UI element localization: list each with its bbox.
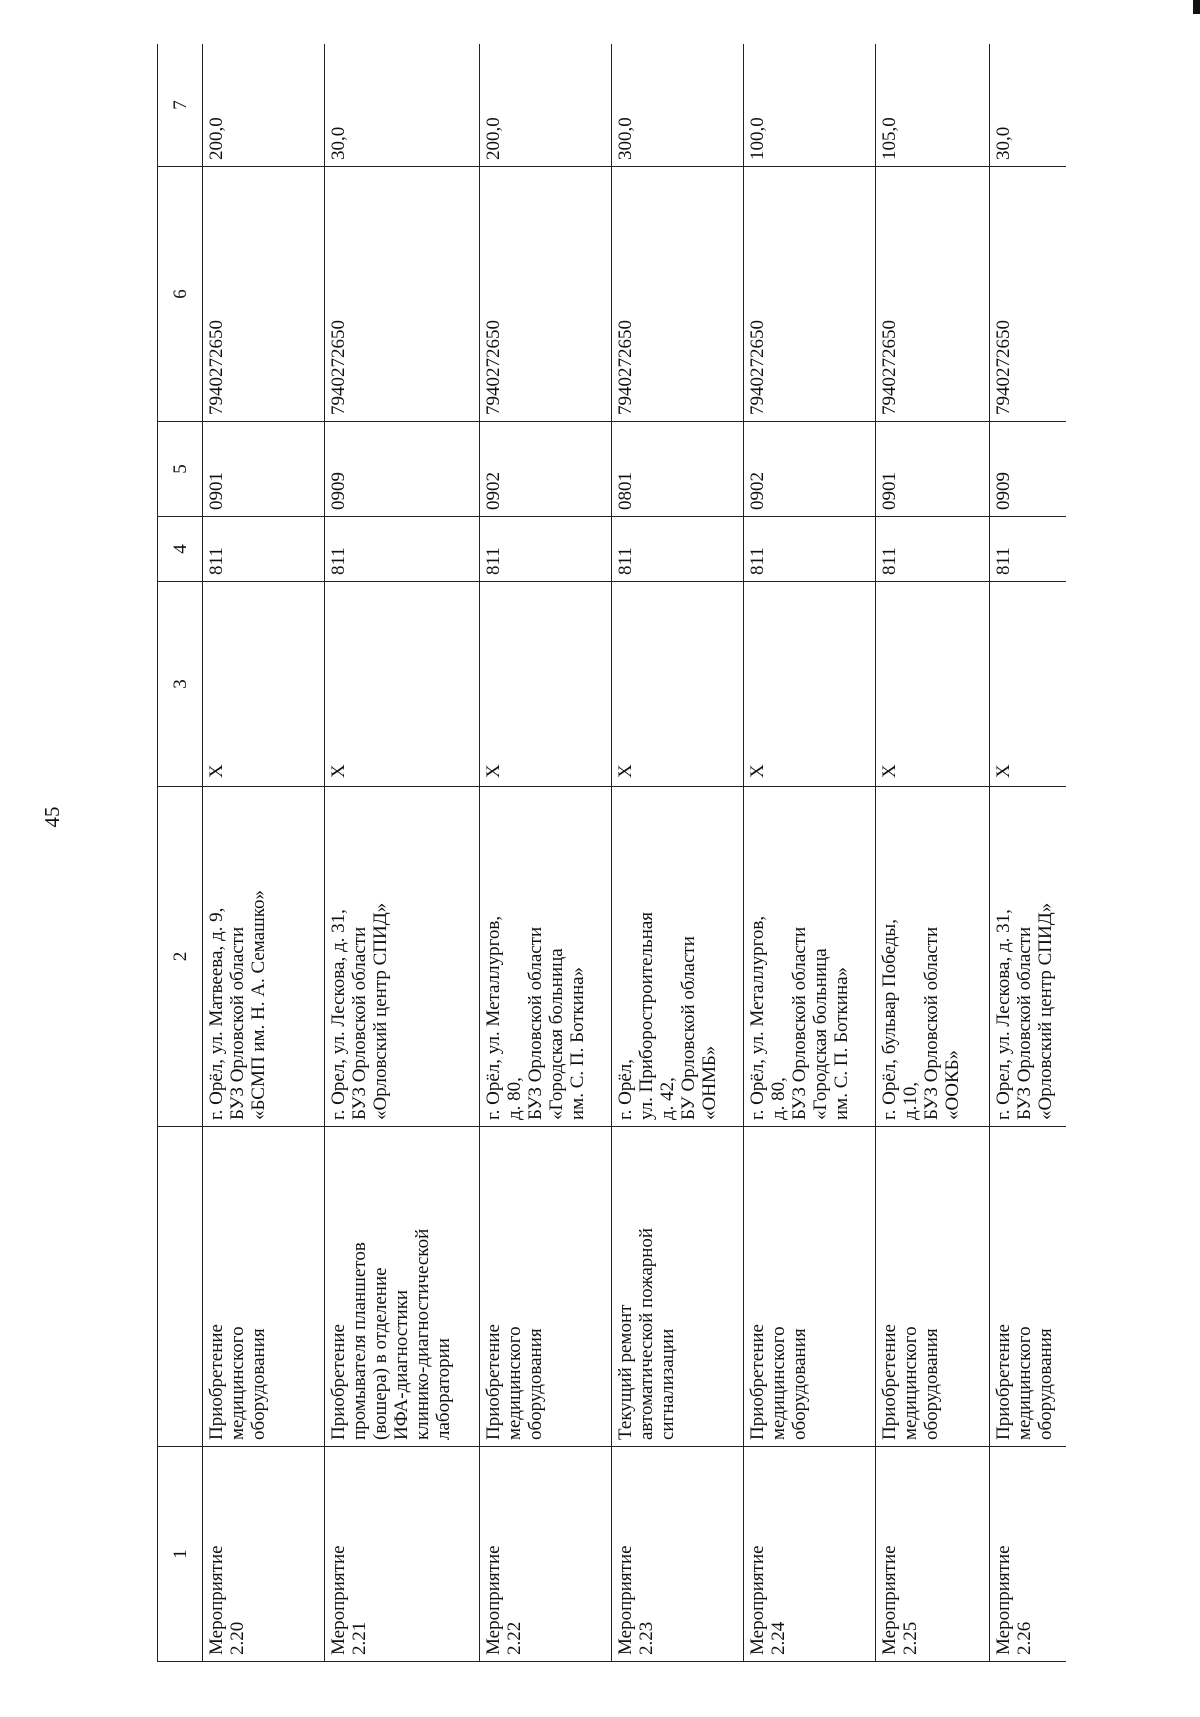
mark-cell: Х <box>203 582 325 787</box>
code4-cell: 811 <box>744 517 876 582</box>
code5-cell: 0909 <box>990 422 1067 517</box>
page-number: 45 <box>40 806 64 828</box>
table-row <box>325 44 480 1662</box>
table-row <box>612 44 744 1662</box>
code5-cell: 0901 <box>203 422 325 517</box>
measure-name-cell: Текущий ремонт автоматической пожарной сигнализации <box>612 1127 744 1447</box>
address-cell: г. Орел, ул. Лескова, д. 31, БУЗ Орловской области «Орловский центр СПИД» <box>990 787 1067 1127</box>
code6-cell: 7940272650 <box>203 167 325 422</box>
code5-cell: 0901 <box>876 422 990 517</box>
header-cell: 2 <box>158 787 203 1127</box>
scan-edge-mark <box>1193 0 1200 14</box>
code4-cell: 811 <box>325 517 480 582</box>
code5-cell: 0902 <box>480 422 612 517</box>
code4-cell: 811 <box>203 517 325 582</box>
measure-id-cell: Мероприятие 2.20 <box>203 1447 325 1662</box>
measure-name-cell: Приобретение медицинского оборудования <box>480 1127 612 1447</box>
code6-cell: 7940272650 <box>480 167 612 422</box>
table-row <box>876 44 990 1662</box>
header-cell: 1 <box>158 1447 203 1662</box>
header-cell: 4 <box>158 517 203 582</box>
table-container <box>157 44 1066 1662</box>
header-cell: 5 <box>158 422 203 517</box>
address-cell: г. Орёл, ул. Металлургов, д. 80, БУЗ Орловской области «Городская больница им. С. П. Боткина» <box>744 787 876 1127</box>
code6-cell: 7940272650 <box>876 167 990 422</box>
table-row <box>990 44 1067 1662</box>
measure-name-cell: Приобретение медицинского оборудования <box>876 1127 990 1447</box>
amount-cell: 300,0 <box>612 44 744 167</box>
measure-id-cell: Мероприятие 2.26 <box>990 1447 1067 1662</box>
amount-cell: 30,0 <box>990 44 1067 167</box>
mark-cell: Х <box>480 582 612 787</box>
code4-cell: 811 <box>876 517 990 582</box>
amount-cell: 100,0 <box>744 44 876 167</box>
amount-cell: 200,0 <box>480 44 612 167</box>
measure-name-cell: Приобретение медицинского оборудования <box>203 1127 325 1447</box>
measure-id-cell: Мероприятие 2.21 <box>325 1447 480 1662</box>
mark-cell: Х <box>744 582 876 787</box>
measure-name-cell: Приобретение медицинского оборудования <box>990 1127 1067 1447</box>
address-cell: г. Орел, ул. Лескова, д. 31, БУЗ Орловской области «Орловский центр СПИД» <box>325 787 480 1127</box>
address-cell: г. Орёл, ул. Приборостроительная д. 42, БУ Орловской области «ОНМБ» <box>612 787 744 1127</box>
measure-id-cell: Мероприятие 2.25 <box>876 1447 990 1662</box>
address-cell: г. Орёл, ул. Матвеева, д. 9, БУЗ Орловской области «БСМП им. Н. А. Семашко» <box>203 787 325 1127</box>
code4-cell: 811 <box>990 517 1067 582</box>
mark-cell: Х <box>876 582 990 787</box>
amount-cell: 105,0 <box>876 44 990 167</box>
measure-id-cell: Мероприятие 2.23 <box>612 1447 744 1662</box>
header-cell: 7 <box>158 44 203 167</box>
amount-cell: 200,0 <box>203 44 325 167</box>
mark-cell: Х <box>325 582 480 787</box>
address-cell: г. Орёл, бульвар Победы, д.10, БУЗ Орловской области «ООКБ» <box>876 787 990 1127</box>
code4-cell: 811 <box>480 517 612 582</box>
rotated-table-frame <box>157 44 1066 1662</box>
header-cell <box>158 1127 203 1447</box>
table-row <box>480 44 612 1662</box>
code6-cell: 7940272650 <box>325 167 480 422</box>
amount-cell: 30,0 <box>325 44 480 167</box>
mark-cell: Х <box>612 582 744 787</box>
address-cell: г. Орёл, ул. Металлургов, д. 80, БУЗ Орловской области «Городская больница им. С. П. Боткина» <box>480 787 612 1127</box>
measure-name-cell: Приобретение промывателя планшетов (вошера) в отделение ИФА-диагностики клинико-диагностической лаборатории <box>325 1127 480 1447</box>
code5-cell: 0801 <box>612 422 744 517</box>
table-row <box>203 44 325 1662</box>
code5-cell: 0902 <box>744 422 876 517</box>
header-cell: 6 <box>158 167 203 422</box>
measures-table <box>157 44 1066 1662</box>
header-cell: 3 <box>158 582 203 787</box>
header-row <box>158 44 203 1662</box>
code6-cell: 7940272650 <box>744 167 876 422</box>
code5-cell: 0909 <box>325 422 480 517</box>
code4-cell: 811 <box>612 517 744 582</box>
mark-cell: Х <box>990 582 1067 787</box>
measure-id-cell: Мероприятие 2.24 <box>744 1447 876 1662</box>
measure-id-cell: Мероприятие 2.22 <box>480 1447 612 1662</box>
measure-name-cell: Приобретение медицинского оборудования <box>744 1127 876 1447</box>
code6-cell: 7940272650 <box>990 167 1067 422</box>
code6-cell: 7940272650 <box>612 167 744 422</box>
table-row <box>744 44 876 1662</box>
